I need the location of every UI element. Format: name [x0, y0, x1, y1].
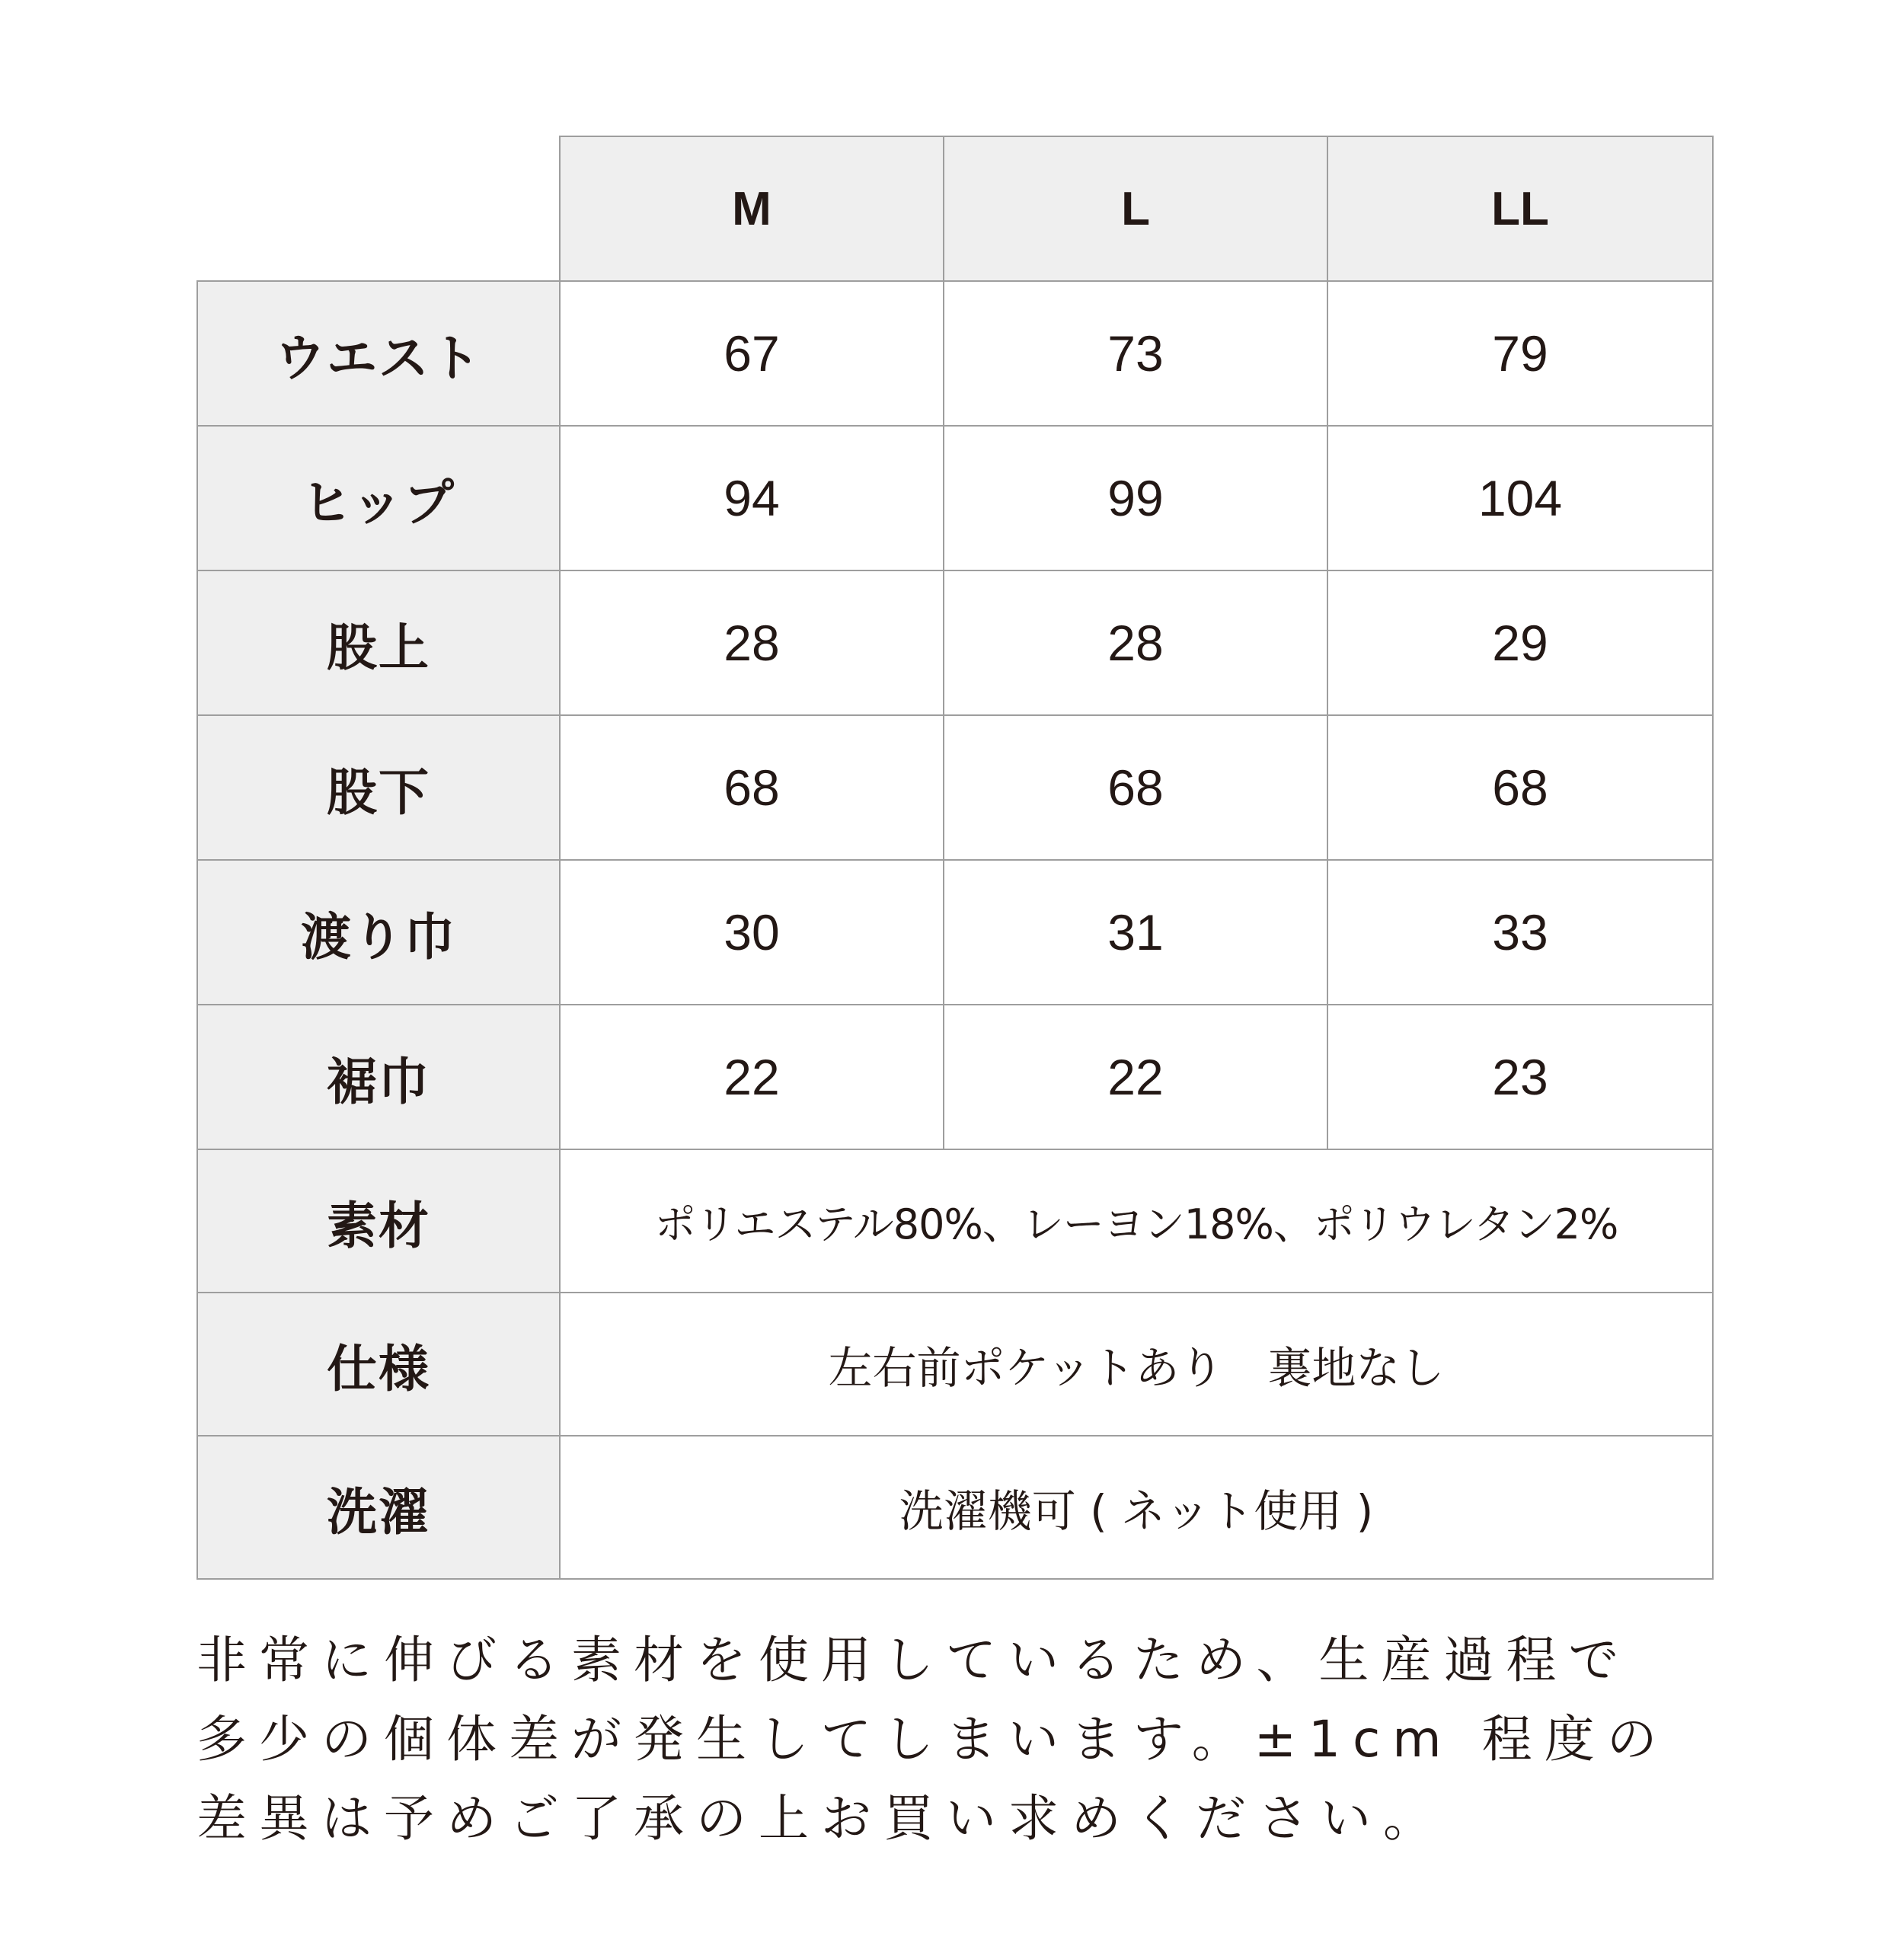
value-cell: 28: [944, 570, 1327, 715]
detail-row-material: [197, 1149, 1713, 1293]
row-label: 渡り巾: [197, 860, 560, 1005]
value-cell: 94: [560, 426, 944, 570]
value-cell: 23: [1327, 1005, 1713, 1149]
value-cell: 30: [560, 860, 944, 1005]
size-variance-note: [196, 1621, 1720, 1858]
row-label: ヒップ: [197, 426, 560, 570]
measurement-row-hip: [197, 426, 1713, 570]
size-header-l: L: [944, 136, 1327, 281]
value-cell: 99: [944, 426, 1327, 570]
material-value: ポリエステル80%、レーヨン18%、ポリウレタン2%: [560, 1149, 1713, 1293]
row-label: 裾巾: [197, 1005, 560, 1149]
detail-row-spec: [197, 1293, 1713, 1436]
value-cell: 68: [560, 715, 944, 860]
value-cell: 67: [560, 281, 944, 426]
row-label: ウエスト: [197, 281, 560, 426]
value-cell: 68: [1327, 715, 1713, 860]
value-cell: 29: [1327, 570, 1713, 715]
measurement-row-rise: [197, 570, 1713, 715]
size-header-m: M: [560, 136, 944, 281]
value-cell: 79: [1327, 281, 1713, 426]
note-line: 多少の個体差が発生してしまいます。±1cm 程度の: [196, 1710, 1669, 1769]
row-label: 仕様: [197, 1293, 560, 1436]
washing-value: 洗濯機可 ( ネット使用 ): [560, 1436, 1713, 1579]
note-line: 差異は予めご了承の上お買い求めください。: [196, 1789, 1446, 1848]
value-cell: 104: [1327, 426, 1713, 570]
value-cell: 33: [1327, 860, 1713, 1005]
value-cell: 31: [944, 860, 1327, 1005]
measurement-row-inseam: [197, 715, 1713, 860]
measurement-row-hem: [197, 1005, 1713, 1149]
size-chart-table: [196, 136, 1714, 1580]
size-header-row: [197, 136, 1713, 281]
row-label: 洗濯: [197, 1436, 560, 1579]
detail-row-washing: [197, 1436, 1713, 1579]
value-cell: 28: [560, 570, 944, 715]
size-header-ll: LL: [1327, 136, 1713, 281]
measurement-row-thigh: [197, 860, 1713, 1005]
note-line: 非常に伸びる素材を使用しているため、生産過程で: [196, 1631, 1631, 1689]
row-label: 股上: [197, 570, 560, 715]
value-cell: 68: [944, 715, 1327, 860]
row-label: 素材: [197, 1149, 560, 1293]
value-cell: 73: [944, 281, 1327, 426]
value-cell: 22: [944, 1005, 1327, 1149]
measurement-row-waist: [197, 281, 1713, 426]
spec-value: 左右前ポケットあり 裏地なし: [560, 1293, 1713, 1436]
corner-cell: [197, 136, 560, 281]
row-label: 股下: [197, 715, 560, 860]
value-cell: 22: [560, 1005, 944, 1149]
